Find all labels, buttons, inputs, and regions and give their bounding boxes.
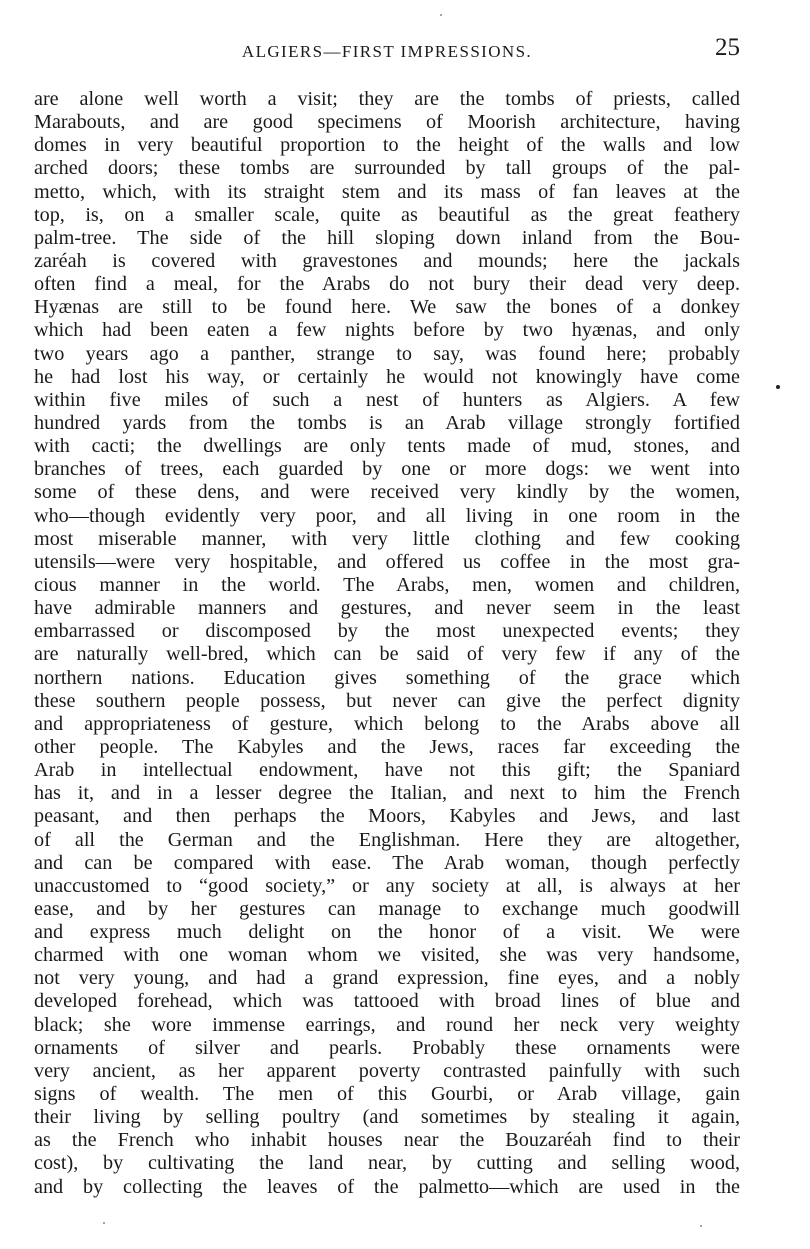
text-line: peasant, and then perhaps the Moors, Kabyles and Jews, and last <box>34 805 740 828</box>
text-line: ornaments of silver and pearls. Probably these ornaments were <box>34 1036 740 1059</box>
margin-dot <box>776 385 780 389</box>
text-line: unaccustomed to “good society,” or any society at all, is always at her <box>34 874 740 897</box>
text-line: domes in very beautiful proportion to the height of the walls and low <box>34 134 740 157</box>
text-line: he had lost his way, or certainly he would not knowingly have come <box>34 365 740 388</box>
text-line: has it, and in a lesser degree the Italian, and next to him the French <box>34 782 740 805</box>
body-text <box>34 88 740 1199</box>
text-line: cious manner in the world. The Arabs, men, women and children, <box>34 573 740 596</box>
text-line: Arab in intellectual endowment, have not this gift; the Spaniard <box>34 759 740 782</box>
text-line: arched doors; these tombs are surrounded by tall groups of the pal- <box>34 157 740 180</box>
text-line: which had been eaten a few nights before by two hyænas, and only <box>34 319 740 342</box>
text-line: hundred yards from the tombs is an Arab village strongly fortified <box>34 411 740 434</box>
text-line: most miserable manner, with very little clothing and few cooking <box>34 527 740 550</box>
text-line: have admirable manners and gestures, and never seem in the least <box>34 597 740 620</box>
running-title: ALGIERS—FIRST IMPRESSIONS. <box>241 42 533 61</box>
text-line: and express much delight on the honor of a visit. We were <box>34 921 740 944</box>
text-line: within five miles of such a nest of hunters as Algiers. A few <box>34 388 740 411</box>
text-line: embarrassed or discomposed by the most unexpected events; they <box>34 620 740 643</box>
text-line: black; she wore immense earrings, and round her neck very weighty <box>34 1013 740 1036</box>
text-line: not very young, and had a grand expression, fine eyes, and a nobly <box>34 967 740 990</box>
text-line: some of these dens, and were received very kindly by the women, <box>34 481 740 504</box>
text-line: and can be compared with ease. The Arab woman, though perfectly <box>34 851 740 874</box>
print-speck <box>440 14 442 16</box>
text-line: northern nations. Education gives something of the grace which <box>34 666 740 689</box>
text-line: metto, which, with its straight stem and its mass of fan leaves at the <box>34 180 740 203</box>
text-line: two years ago a panther, strange to say, was found here; probably <box>34 342 740 365</box>
print-speck <box>700 1225 702 1227</box>
text-line: are alone well worth a visit; they are the tombs of priests, called <box>34 88 740 110</box>
text-line: very ancient, as her apparent poverty contrasted painfully with such <box>34 1059 740 1082</box>
text-line: who—though evidently very poor, and all living in one room in the <box>34 504 740 527</box>
text-line: their living by selling poultry (and sometimes by stealing it again, <box>34 1106 740 1129</box>
text-line: Marabouts, and are good specimens of Moorish architecture, having <box>34 111 740 134</box>
text-line: palm-tree. The side of the hill sloping down inland from the Bou- <box>34 226 740 249</box>
text-line: signs of wealth. The men of this Gourbi, or Arab village, gain <box>34 1083 740 1106</box>
text-line: and appropriateness of gesture, which belong to the Arabs above all <box>34 712 740 735</box>
print-speck <box>103 1222 105 1224</box>
text-line: and by collecting the leaves of the palmetto—which are used in the <box>34 1175 740 1198</box>
text-line: of all the German and the Englishman. Here they are altogether, <box>34 828 740 851</box>
text-line: branches of trees, each guarded by one or more dogs: we went into <box>34 458 740 481</box>
running-head <box>34 34 740 64</box>
text-line: developed forehead, which was tattooed with broad lines of blue and <box>34 990 740 1013</box>
text-line: charmed with one woman whom we visited, she was very handsome, <box>34 944 740 967</box>
text-line: utensils—were very hospitable, and offered us coffee in the most gra- <box>34 550 740 573</box>
text-line: cost), by cultivating the land near, by cutting and selling wood, <box>34 1152 740 1175</box>
text-line: with cacti; the dwellings are only tents made of mud, stones, and <box>34 435 740 458</box>
text-line: zaréah is covered with gravestones and mounds; here the jackals <box>34 249 740 272</box>
text-line: top, is, on a smaller scale, quite as beautiful as the great feathery <box>34 203 740 226</box>
text-line: Hyænas are still to be found here. We saw the bones of a donkey <box>34 296 740 319</box>
text-line: as the French who inhabit houses near the Bouzaréah find to their <box>34 1129 740 1152</box>
page-number: 25 <box>715 34 740 61</box>
text-line: other people. The Kabyles and the Jews, races far exceeding the <box>34 735 740 758</box>
text-line: ease, and by her gestures can manage to exchange much goodwill <box>34 897 740 920</box>
text-line: often find a meal, for the Arabs do not bury their dead very deep. <box>34 273 740 296</box>
text-line: these southern people possess, but never can give the perfect dignity <box>34 689 740 712</box>
text-line: are naturally well-bred, which can be said of very few if any of the <box>34 643 740 666</box>
